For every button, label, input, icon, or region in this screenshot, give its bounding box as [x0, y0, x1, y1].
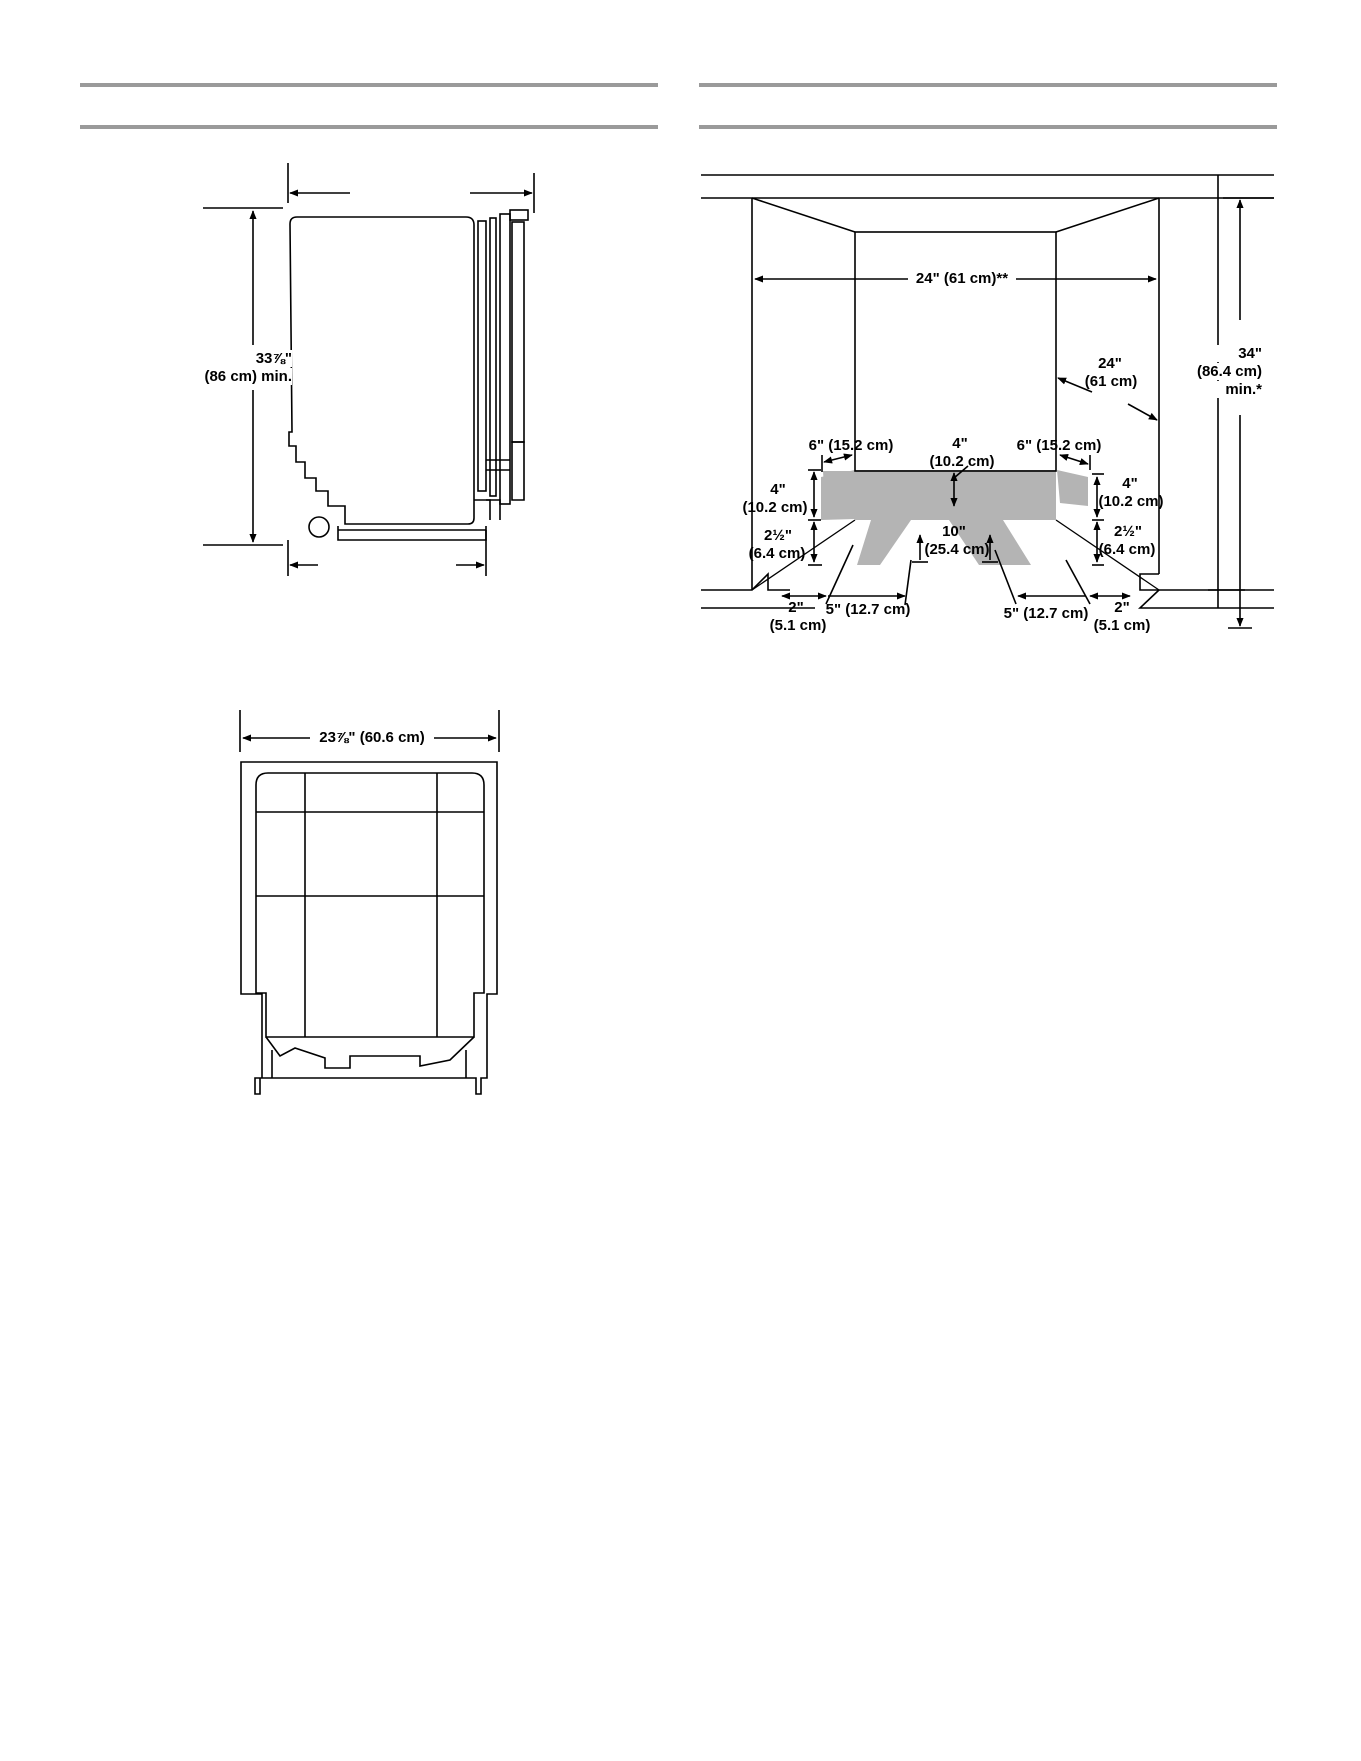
- right-floor-label-line2: (5.1 cm): [1093, 617, 1151, 634]
- opening-width-label: 24" (61 cm)**: [908, 270, 1016, 287]
- opening-height-label-line2: (86.4 cm): [1190, 363, 1262, 380]
- right-floor-label-line1: 2": [1114, 599, 1130, 616]
- opening-height-label-line1: 34": [1200, 345, 1262, 362]
- opening-depth-label-line1: 24": [1098, 355, 1122, 372]
- left-top-width-label: 6" (15.2 cm): [808, 437, 894, 454]
- opening-depth-label-line2: (61 cm): [1084, 373, 1138, 390]
- right-gap-label-line2: (6.4 cm): [1098, 541, 1156, 558]
- right-height-label-line2: (10.2 cm): [1098, 493, 1164, 510]
- left-channel-label: 5" (12.7 cm): [825, 601, 911, 618]
- side-height-label-line1: 33⅞": [190, 350, 292, 367]
- front-width-label: 23⅞" (60.6 cm): [310, 729, 434, 746]
- left-floor-label-line2: (5.1 cm): [769, 617, 827, 634]
- right-height-label-line1: 4": [1122, 475, 1138, 492]
- left-height-label-line2: (10.2 cm): [742, 499, 808, 516]
- center-height-label-line2: (10.2 cm): [929, 453, 995, 470]
- left-shaded-area: [808, 470, 822, 506]
- left-height-label-line1: 4": [770, 481, 786, 498]
- right-channel-label: 5" (12.7 cm): [1003, 605, 1089, 622]
- side-height-label-line2: (86 cm) min.: [180, 368, 292, 385]
- center-width-label-line1: 10": [942, 523, 966, 540]
- left-gap-label-line2: (6.4 cm): [748, 545, 806, 562]
- front-view-diagram: [240, 710, 499, 1094]
- right-top-width-label: 6" (15.2 cm): [1016, 437, 1102, 454]
- center-width-label-line2: (25.4 cm): [924, 541, 990, 558]
- left-floor-label-line1: 2": [788, 599, 804, 616]
- right-gap-label-line1: 2½": [1114, 523, 1142, 540]
- left-gap-label-line1: 2½": [764, 527, 792, 544]
- center-height-label-line1: 4": [952, 435, 968, 452]
- opening-height-label-line3: min.*: [1200, 381, 1262, 398]
